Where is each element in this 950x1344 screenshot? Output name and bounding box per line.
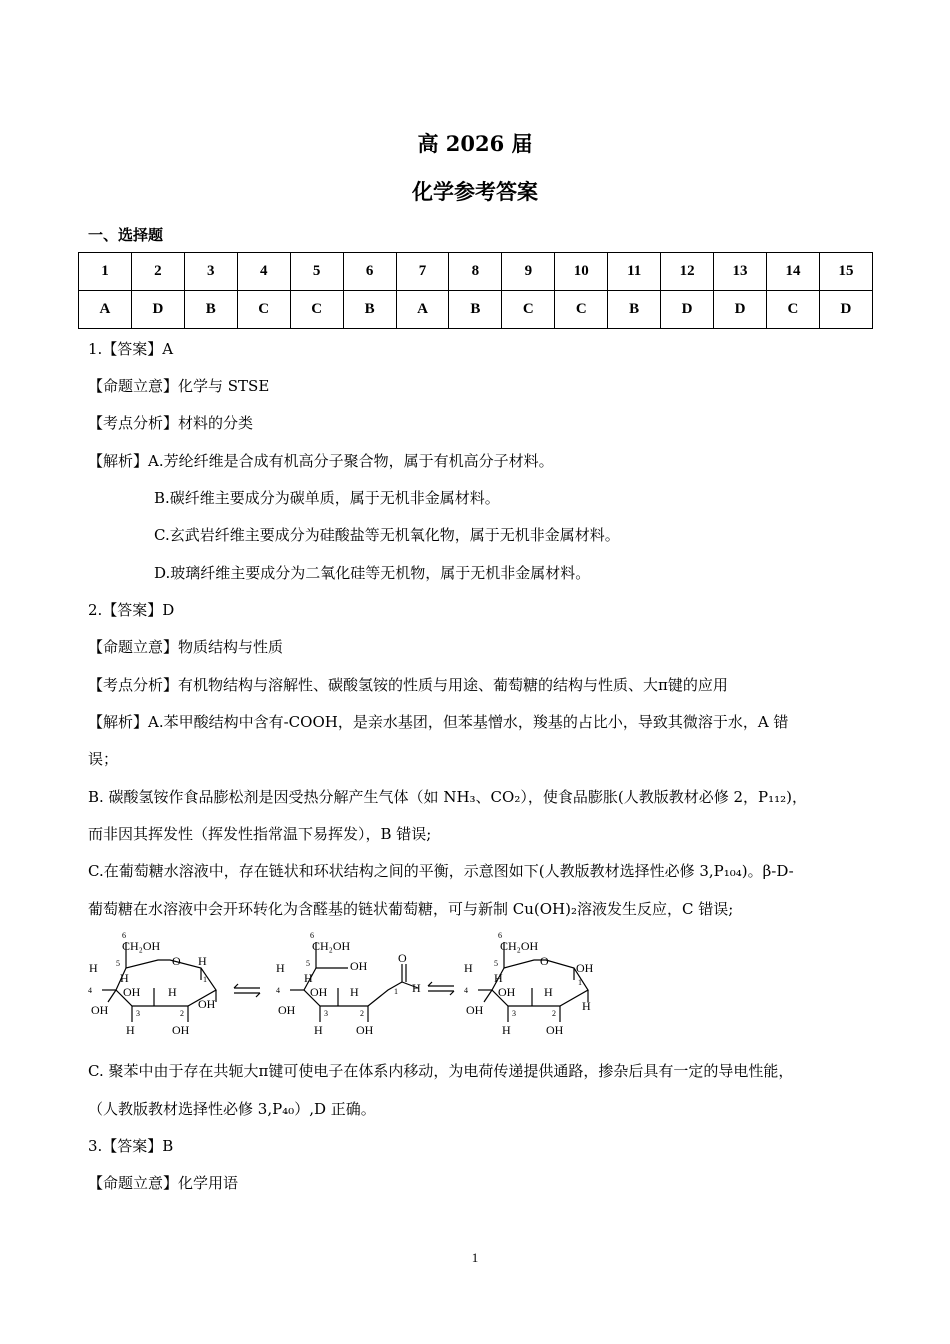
label-h: H bbox=[198, 954, 207, 968]
label-oh: OH bbox=[91, 1003, 109, 1017]
question-number-cell: 4 bbox=[237, 253, 290, 291]
label-oh: OH bbox=[576, 961, 594, 975]
document-title: 高 2026 届 bbox=[417, 131, 533, 156]
q3-answer: 3.【答案】B bbox=[88, 1137, 174, 1155]
label-c1: 1 bbox=[578, 978, 582, 987]
question-number-cell: 11 bbox=[608, 253, 661, 291]
label-oh: OH bbox=[198, 997, 216, 1011]
answer-cell: C bbox=[290, 291, 343, 329]
label-ch2oh: CH₂OH bbox=[312, 939, 351, 953]
label-oh: OH bbox=[310, 985, 328, 999]
label-o: O bbox=[540, 954, 549, 968]
q1-explain-c: C.玄武岩纤维主要成分为硅酸盐等无机氧化物，属于无机非金属材料。 bbox=[154, 526, 620, 544]
label-c6: 6 bbox=[310, 931, 314, 940]
question-number-cell: 6 bbox=[343, 253, 396, 291]
q2-explain-c-line1: C.在葡萄糖水溶液中，存在链状和环状结构之间的平衡，示意图如下(人教版教材选择性必修 3,P₁₀₄)。β-D- bbox=[88, 862, 794, 880]
answer-cell: D bbox=[661, 291, 714, 329]
label-h: H bbox=[350, 985, 359, 999]
label-oh: OH bbox=[123, 985, 141, 999]
label-oh: OH bbox=[466, 1003, 484, 1017]
label-h: H bbox=[89, 961, 98, 975]
question-number-cell: 3 bbox=[184, 253, 237, 291]
q2-intent: 【命题立意】物质结构与性质 bbox=[88, 638, 284, 656]
label-c3: 3 bbox=[136, 1009, 140, 1018]
answer-cell: A bbox=[79, 291, 132, 329]
label-c2: 2 bbox=[180, 1009, 184, 1018]
answer-table bbox=[78, 252, 873, 329]
q2-analysis: 【考点分析】有机物结构与溶解性、碳酸氢铵的性质与用途、葡萄糖的结构与性质、大π键的应用 bbox=[88, 676, 728, 694]
answer-cell: C bbox=[766, 291, 819, 329]
q1-explain-b: B.碳纤维主要成分为碳单质，属于无机非金属材料。 bbox=[154, 489, 500, 507]
answer-cell: A bbox=[396, 291, 449, 329]
question-number-cell: 10 bbox=[555, 253, 608, 291]
q2-explain-b-line2: 而非因其挥发性（挥发性指常温下易挥发），B 错误; bbox=[88, 825, 432, 843]
q3-intent: 【命题立意】化学用语 bbox=[88, 1174, 239, 1192]
answer-table-answer-row bbox=[79, 291, 873, 329]
label-h: H bbox=[544, 985, 553, 999]
q2-explain-a-line1: 【解析】A.苯甲酸结构中含有-COOH，是亲水基团，但苯基憎水，羧基的占比小，导致其微溶于水，A 错 bbox=[88, 713, 789, 731]
answer-cell: C bbox=[555, 291, 608, 329]
label-h: H bbox=[412, 981, 421, 995]
q1-explain-a: 【解析】A.芳纶纤维是合成有机高分子聚合物，属于有机高分子材料。 bbox=[88, 452, 554, 470]
label-o: O bbox=[398, 951, 407, 965]
q2-explain-d-line2: （人教版教材选择性必修 3,P₄₀）,D 正确。 bbox=[88, 1100, 376, 1118]
label-h: H bbox=[464, 961, 473, 975]
label-h: H bbox=[168, 985, 177, 999]
section-heading-choice: 一、选择题 bbox=[88, 226, 164, 244]
label-c4: 4 bbox=[276, 986, 280, 995]
answer-cell: B bbox=[343, 291, 396, 329]
q1-explain-d: D.玻璃纤维主要成分为二氧化硅等无机物，属于无机非金属材料。 bbox=[154, 564, 591, 582]
q2-answer: 2.【答案】D bbox=[88, 601, 175, 619]
label-h: H bbox=[276, 961, 285, 975]
label-h: H bbox=[120, 971, 129, 985]
label-h: H bbox=[126, 1023, 135, 1037]
question-number-cell: 8 bbox=[449, 253, 502, 291]
answer-cell: D bbox=[131, 291, 184, 329]
answer-table-number-row bbox=[79, 253, 873, 291]
label-c4: 4 bbox=[464, 986, 468, 995]
label-c3: 3 bbox=[324, 1009, 328, 1018]
label-c6: 6 bbox=[122, 931, 126, 940]
answer-cell: B bbox=[184, 291, 237, 329]
document-subtitle: 化学参考答案 bbox=[412, 179, 538, 204]
label-o: O bbox=[172, 954, 181, 968]
question-number-cell: 5 bbox=[290, 253, 343, 291]
label-c3: 3 bbox=[512, 1009, 516, 1018]
label-c2: 2 bbox=[360, 1009, 364, 1018]
q2-explain-c-line2: 葡萄糖在水溶液中会开环转化为含醛基的链状葡萄糖，可与新制 Cu(OH)₂溶液发生反应，C 错误; bbox=[88, 900, 734, 918]
question-number-cell: 13 bbox=[714, 253, 767, 291]
question-number-cell: 12 bbox=[661, 253, 714, 291]
question-number-cell: 14 bbox=[766, 253, 819, 291]
q2-explain-d-line1: C. 聚苯中由于存在共轭大π键可使电子在体系内移动，为电荷传递提供通路，掺杂后具有一定的导电性能， bbox=[88, 1062, 794, 1080]
answer-cell: D bbox=[819, 291, 872, 329]
label-c5: 5 bbox=[494, 959, 498, 968]
page-number: 1 bbox=[471, 1250, 479, 1265]
label-h: H bbox=[502, 1023, 511, 1037]
question-number-cell: 1 bbox=[79, 253, 132, 291]
label-ch2oh: CH₂OH bbox=[122, 939, 161, 953]
question-number-cell: 2 bbox=[131, 253, 184, 291]
label-c6: 6 bbox=[498, 931, 502, 940]
q1-intent: 【命题立意】化学与 STSE bbox=[88, 377, 270, 395]
label-c1: 1 bbox=[203, 975, 207, 984]
label-h: H bbox=[314, 1023, 323, 1037]
answer-cell: C bbox=[237, 291, 290, 329]
q1-analysis: 【考点分析】材料的分类 bbox=[88, 414, 254, 432]
label-oh: OH bbox=[546, 1023, 564, 1037]
label-c5: 5 bbox=[116, 959, 120, 968]
label-c4: 4 bbox=[88, 986, 92, 995]
label-oh: OH bbox=[172, 1023, 190, 1037]
label-oh: OH bbox=[356, 1023, 374, 1037]
label-h: H bbox=[582, 999, 591, 1013]
label-h: H bbox=[494, 971, 503, 985]
answer-cell: B bbox=[449, 291, 502, 329]
q2-explain-b-line1: B. 碳酸氢铵作食品膨松剂是因受热分解产生气体（如 NH₃、CO₂），使食品膨胀(人教版教材必修 2，P₁₁₂)， bbox=[88, 788, 807, 806]
label-ch2oh: CH₂OH bbox=[500, 939, 539, 953]
question-number-cell: 9 bbox=[502, 253, 555, 291]
label-oh: OH bbox=[278, 1003, 296, 1017]
label-h: H bbox=[304, 971, 313, 985]
answer-cell: C bbox=[502, 291, 555, 329]
label-c2: 2 bbox=[552, 1009, 556, 1018]
q1-answer: 1.【答案】A bbox=[88, 340, 174, 358]
label-c1: 1 bbox=[394, 987, 398, 996]
answer-cell: D bbox=[714, 291, 767, 329]
q2-explain-a-line2: 误； bbox=[88, 750, 119, 768]
label-c5: 5 bbox=[306, 959, 310, 968]
answer-cell: B bbox=[608, 291, 661, 329]
question-number-cell: 15 bbox=[819, 253, 872, 291]
label-oh: OH bbox=[498, 985, 516, 999]
glucose-equilibrium-diagram bbox=[88, 930, 608, 1042]
question-number-cell: 7 bbox=[396, 253, 449, 291]
label-oh: OH bbox=[350, 959, 368, 973]
